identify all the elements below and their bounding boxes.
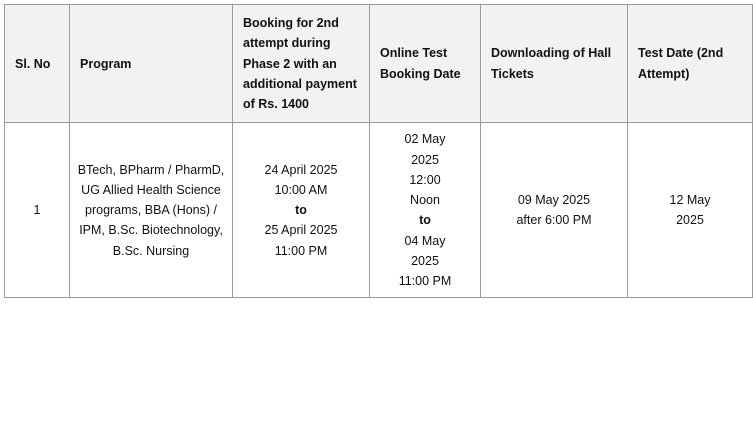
hall-ticket-date: 09 May 2025 (517, 193, 591, 207)
column-header-test-date: Test Date (2nd Attempt) (628, 5, 753, 123)
booking-start-time: 10:00 AM (274, 182, 328, 197)
cell-program: BTech, BPharm / PharmD, UG Allied Health Science programs, BBA (Hons) / IPM, B.Sc. Biotechnology, B.Sc. Nursing (70, 123, 233, 298)
online-start-time-suffix: Noon (410, 193, 440, 207)
hall-ticket-time: after 6:00 PM (516, 213, 592, 228)
column-header-sl-no: Sl. No (5, 5, 70, 123)
exam-schedule-table (4, 4, 753, 298)
online-separator: to (419, 213, 431, 228)
column-header-booking-2nd-attempt: Booking for 2nd attempt during Phase 2 with an additional payment of Rs. 1400 (233, 5, 370, 123)
cell-hall-ticket-download (481, 123, 628, 298)
online-start-time: 12:00 (409, 172, 441, 187)
table-header-row (5, 5, 753, 123)
table-body (5, 123, 753, 298)
online-start-date: 02 May (404, 132, 446, 147)
cell-test-date (628, 123, 753, 298)
online-start-year: 2025 (411, 152, 439, 167)
booking-end-time: 11:00 PM (274, 243, 328, 258)
online-end-date: 04 May (404, 233, 446, 248)
test-date-day: 12 May (669, 193, 711, 207)
table-row (5, 123, 753, 298)
column-header-program: Program (70, 5, 233, 123)
cell-sl-no: 1 (5, 123, 70, 298)
cell-online-test-booking-window (370, 123, 481, 298)
column-header-downloading-hall-tickets: Downloading of Hall Tickets (481, 5, 628, 123)
test-date-year: 2025 (676, 213, 704, 228)
booking-start-date: 24 April 2025 (264, 162, 338, 177)
online-end-year: 2025 (411, 253, 439, 268)
table-header (5, 5, 753, 123)
online-end-time: 11:00 PM (398, 274, 452, 288)
cell-booking-window (233, 123, 370, 298)
booking-end-date: 25 April 2025 (264, 223, 338, 238)
booking-separator: to (295, 203, 307, 218)
column-header-online-test-booking-date: Online Test Booking Date (370, 5, 481, 123)
